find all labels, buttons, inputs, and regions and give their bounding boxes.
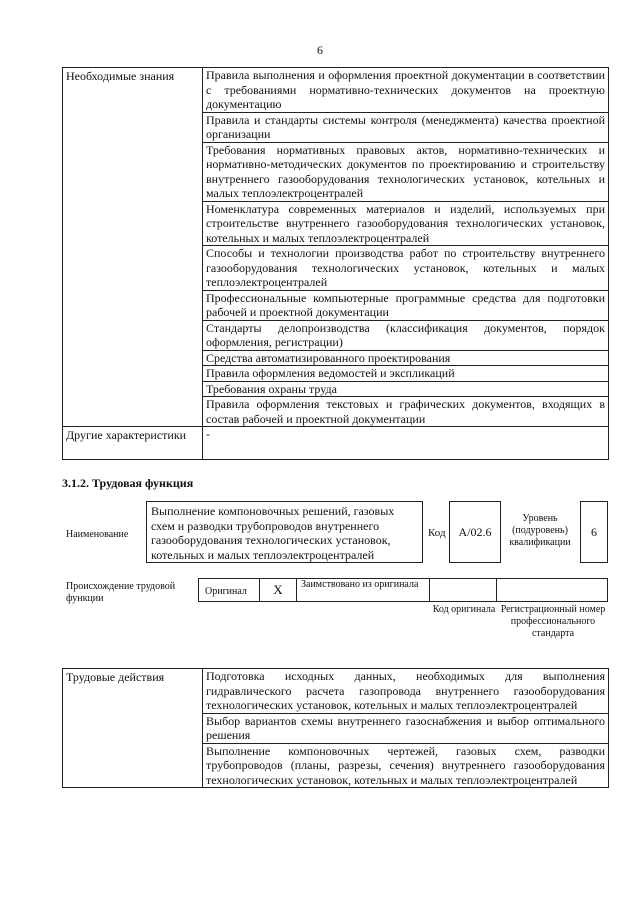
knowledge-item: Правила оформления текстовых и графических документов, входящих в состав рабочей и проектной документации — [203, 397, 609, 427]
action-item: Выбор вариантов схемы внутреннего газоснабжения и выбор оптимального решения — [203, 713, 609, 743]
knowledge-item: Номенклатура современных материалов и изделий, используемых при строительстве внутреннего газооборудования технологических установок, котельных и малых теплоэлектроцентралей — [203, 201, 609, 246]
reg-number-label: Регистрационный номер профессионального стандарта — [500, 604, 606, 639]
knowledge-item: Правила оформления ведомостей и экспликаций — [203, 366, 609, 382]
knowledge-item: Средства автоматизированного проектирования — [203, 350, 609, 366]
origin-label: Происхождение трудовой функции — [66, 581, 176, 604]
borrowed-cell — [296, 578, 430, 602]
knowledge-item: Требования охраны труда — [203, 381, 609, 397]
actions-table — [62, 668, 609, 788]
action-item: Выполнение компоновочных чертежей, газовых схем, разводки трубопроводов (планы, разрезы, сечения) внутреннего газооборудования технологических установок, котельных и малых теплоэлектроцентралей — [203, 743, 609, 788]
action-item: Подготовка исходных данных, необходимых для выполнения гидравлического расчета газопровода внутреннего газооборудования технологических установок, котельных и малых теплоэлектроцентралей — [203, 669, 609, 714]
code-label: Код — [428, 527, 446, 539]
knowledge-label: Необходимые знания — [63, 68, 203, 427]
table-row — [63, 669, 609, 714]
borrowed-label: Заимствовано из оригинала — [301, 579, 419, 590]
other-characteristics-label: Другие характеристики — [63, 427, 203, 460]
page-number: 6 — [317, 43, 323, 57]
table-row — [63, 68, 609, 113]
other-characteristics-value: - — [203, 427, 609, 460]
level-label: Уровень (подуровень) квалификации — [509, 513, 571, 548]
knowledge-item: Профессиональные компьютерные программные средства для подготовки рабочей и проектной документации — [203, 290, 609, 320]
table-row — [63, 427, 609, 460]
knowledge-item: Правила выполнения и оформления проектной документации в соответствии с требованиями нормативно-технических документов на проектную документацию — [203, 68, 609, 113]
original-code-cell — [429, 578, 497, 602]
original-label: Оригинал — [205, 586, 247, 597]
original-code-label: Код оригинала — [432, 604, 496, 615]
knowledge-item: Стандарты делопроизводства (классификация документов, порядок оформления, регистрации) — [203, 320, 609, 350]
original-mark: X — [259, 578, 297, 602]
knowledge-table — [62, 67, 609, 460]
code-value-box: A/02.6 — [449, 501, 501, 563]
function-name-box: Выполнение компоновочных решений, газовых схем и разводки трубопроводов внутреннего газооборудования технологических установок, котельных и малых теплоэлектроцентралей — [146, 501, 423, 563]
knowledge-item: Правила и стандарты системы контроля (менеджмента) качества проектной организации — [203, 112, 609, 142]
origin-row — [198, 578, 608, 602]
knowledge-item: Требования нормативных правовых актов, нормативно-технических и нормативно-методических документов по проектированию и строительству внутреннего газооборудования технологических установок, котельных и малых теплоэлектроцентралей — [203, 142, 609, 201]
section-title: 3.1.2. Трудовая функция — [62, 476, 194, 490]
knowledge-item: Способы и технологии производства работ по строительству внутреннего газооборудования технологических установок, котельных и малых теплоэлектроцентралей — [203, 246, 609, 291]
reg-number-cell — [496, 578, 608, 602]
actions-label: Трудовые действия — [63, 669, 203, 788]
name-label: Наименование — [66, 529, 129, 540]
level-value-box: 6 — [580, 501, 608, 563]
original-cell — [198, 578, 260, 602]
